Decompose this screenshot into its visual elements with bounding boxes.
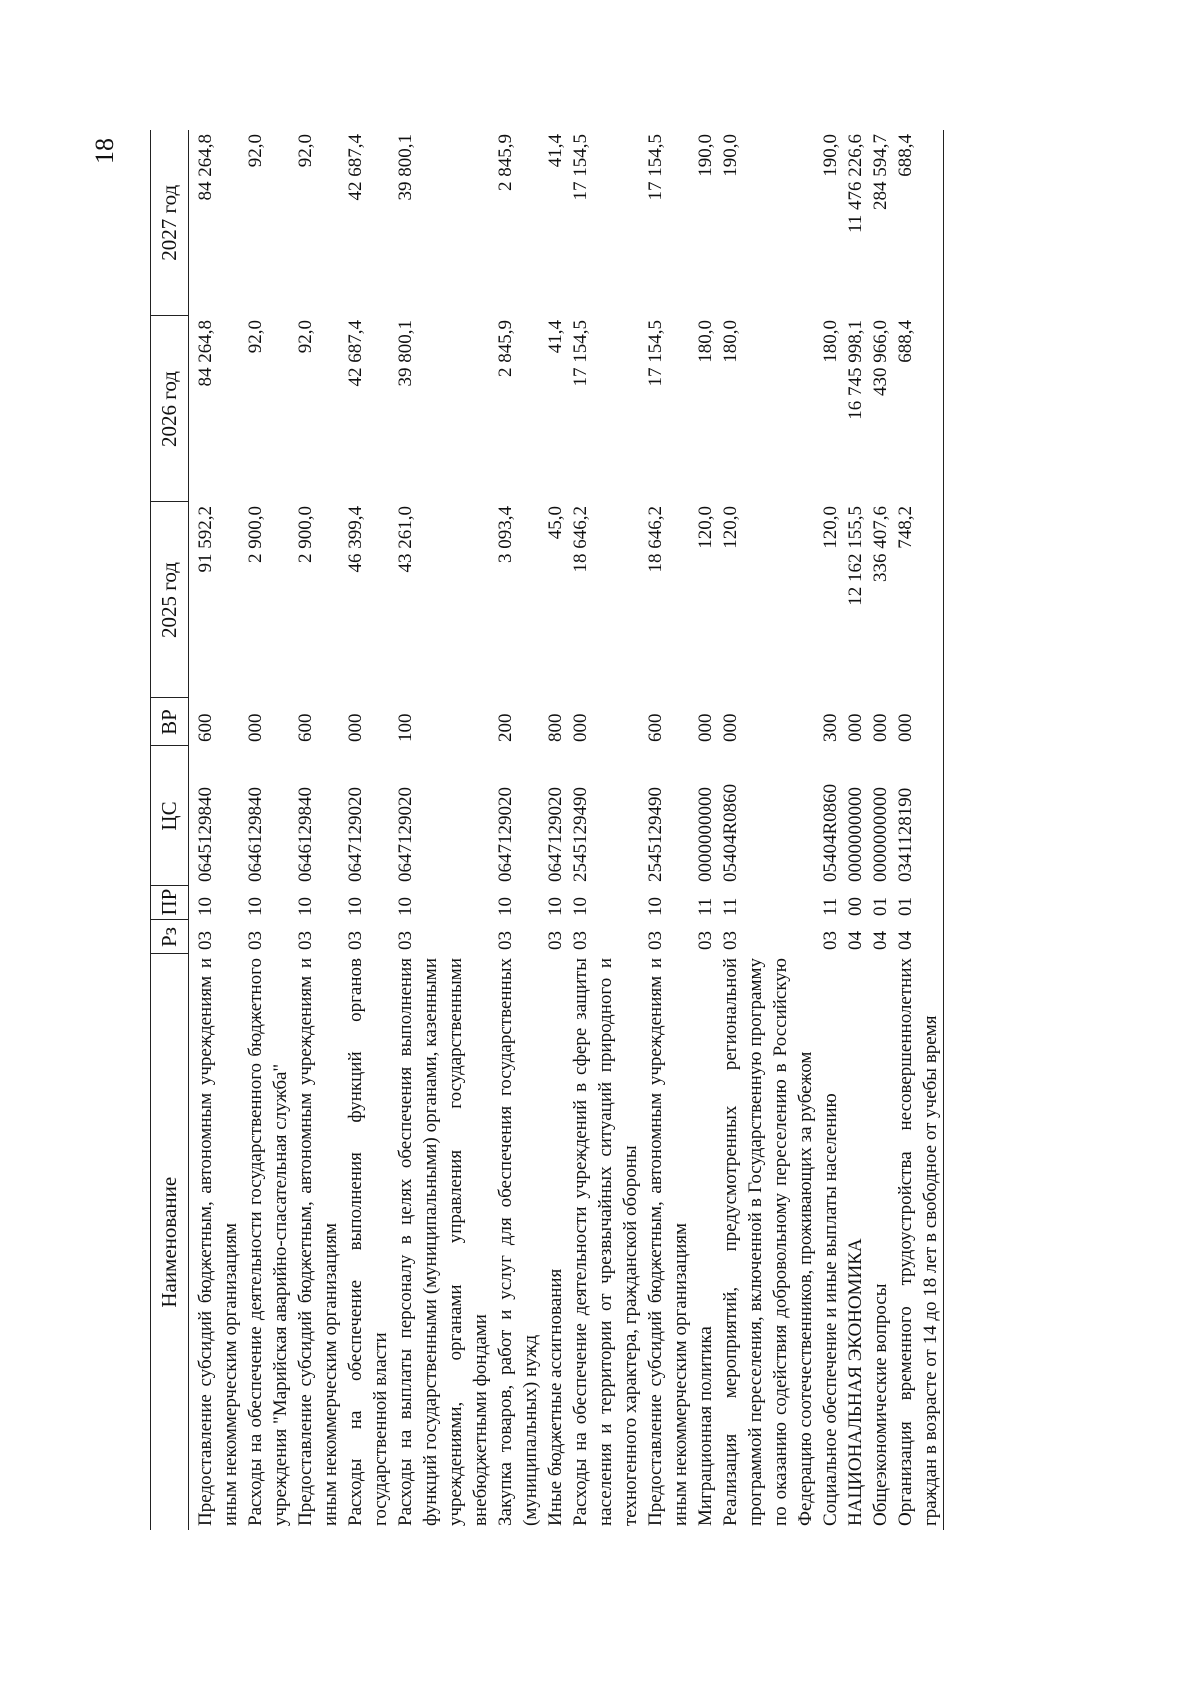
- row-cs: 0341128190: [893, 746, 944, 886]
- row-pr: 10: [395, 897, 416, 916]
- row-cs: 0645129840: [195, 787, 216, 882]
- row-2027: 688,4: [893, 130, 944, 316]
- row-2025: 2 900,0: [295, 506, 316, 563]
- page-number: 18: [90, 138, 119, 164]
- row-2026: 84 264,8: [195, 320, 216, 387]
- row-2027: 41,4: [545, 134, 566, 168]
- row-name: Предоставление субсидий бюджетным, автономным учреждениям и иным некоммерческим организациям: [645, 958, 691, 1526]
- row-2027: 11 476 226,6: [845, 134, 866, 234]
- row-pr: 01: [870, 897, 891, 916]
- row-pr: 11: [820, 897, 841, 916]
- row-cs: 0647129020: [545, 787, 566, 882]
- row-name: Общеэкономические вопросы: [870, 1283, 891, 1526]
- row-vr: 200: [495, 713, 516, 742]
- row-rz: 03: [545, 931, 566, 950]
- row-2027: 17 154,5: [570, 134, 591, 201]
- row-name: Иные бюджетные ассигнования: [545, 1268, 566, 1526]
- row-2026: 92,0: [295, 320, 316, 354]
- table-row: [868, 130, 893, 1530]
- row-2027: 17 154,5: [645, 134, 666, 201]
- row-cs: 0000000000: [695, 787, 716, 882]
- row-vr: 600: [645, 713, 666, 742]
- row-cs: 0647129020: [345, 787, 366, 882]
- row-cs: 05404R0860: [720, 783, 741, 882]
- table-row: [843, 130, 868, 1530]
- row-2027: 2 845,9: [495, 134, 516, 191]
- row-2025: 18 646,2: [570, 506, 591, 573]
- row-2026: 180,0: [695, 320, 716, 363]
- row-rz: 03: [495, 931, 516, 950]
- header-rz: Рз: [151, 920, 189, 954]
- row-2025: 46 399,4: [345, 506, 366, 573]
- row-rz: 04: [845, 931, 866, 950]
- table-body: [189, 130, 944, 1530]
- row-cs: 0647129020: [495, 787, 516, 882]
- row-2027: 92,0: [245, 134, 266, 168]
- row-2025: 336 407,6: [870, 506, 891, 582]
- row-2025: 18 646,2: [645, 506, 666, 573]
- row-name: НАЦИОНАЛЬНАЯ ЭКОНОМИКА: [845, 1238, 866, 1526]
- row-rz: 03: [295, 931, 316, 950]
- row-2027: 42 687,4: [345, 134, 366, 201]
- row-name: Закупка товаров, работ и услуг для обеспечения государственных (муниципальных) нужд: [495, 958, 541, 1526]
- row-name: Миграционная политика: [695, 1326, 716, 1526]
- header-2027: 2027 год: [151, 130, 189, 316]
- row-2027: 39 800,1: [395, 134, 416, 201]
- table-row: [393, 130, 493, 1530]
- row-cs: 0000000000: [870, 787, 891, 882]
- row-vr: 000: [345, 713, 366, 742]
- table-row: [543, 130, 568, 1530]
- table-row: [493, 130, 543, 1530]
- document-page: [90, 130, 941, 1530]
- row-name: Расходы на выплаты персоналу в целях обеспечения выполнения функций государственными (муниципальными) органами, казенными учреждениями, органами управления государственными внебюджетными фондами: [395, 958, 491, 1526]
- row-vr: 100: [395, 713, 416, 742]
- row-pr: 10: [245, 897, 266, 916]
- row-2026: 2 845,9: [495, 320, 516, 377]
- row-2027: 92,0: [295, 134, 316, 168]
- row-vr: 000: [570, 713, 591, 742]
- row-cs: 0646129840: [245, 787, 266, 882]
- row-name: Расходы на обеспечение выполнения функций органов государственной власти: [345, 958, 391, 1526]
- table-header: [151, 130, 189, 1530]
- row-cs: 0000000000: [845, 787, 866, 882]
- row-pr: 10: [195, 897, 216, 916]
- row-2025: 748,2: [893, 502, 944, 698]
- row-pr: 10: [645, 897, 666, 916]
- row-2027: 190,0: [720, 134, 741, 177]
- row-2026: 92,0: [245, 320, 266, 354]
- row-2025: 12 162 155,5: [845, 506, 866, 606]
- row-2025: 45,0: [545, 506, 566, 540]
- row-pr: 10: [495, 897, 516, 916]
- table-row: [893, 130, 944, 1530]
- row-vr: 300: [820, 713, 841, 742]
- row-vr: 000: [245, 713, 266, 742]
- row-name: Предоставление субсидий бюджетным, автономным учреждениям и иным некоммерческим организациям: [195, 958, 241, 1526]
- row-rz: 03: [695, 931, 716, 950]
- row-pr: 10: [295, 897, 316, 916]
- row-pr: 01: [893, 886, 944, 920]
- row-2025: 43 261,0: [395, 506, 416, 573]
- row-2026: 688,4: [893, 316, 944, 502]
- row-vr: 600: [295, 713, 316, 742]
- row-2026: 39 800,1: [395, 320, 416, 387]
- row-2027: 190,0: [820, 134, 841, 177]
- row-vr: 000: [695, 713, 716, 742]
- row-rz: 03: [395, 931, 416, 950]
- header-2025: 2025 год: [151, 502, 189, 698]
- row-name: Предоставление субсидий бюджетным, автономным учреждениям и иным некоммерческим организациям: [295, 958, 341, 1526]
- row-2025: 3 093,4: [495, 506, 516, 563]
- row-vr: 600: [195, 713, 216, 742]
- header-vr: ВР: [151, 698, 189, 746]
- row-cs: 2545129490: [645, 787, 666, 882]
- row-cs: 05404R0860: [820, 783, 841, 882]
- header-2026: 2026 год: [151, 316, 189, 502]
- row-2025: 120,0: [695, 506, 716, 549]
- row-pr: 11: [695, 897, 716, 916]
- row-name: Организация временного трудоустройства несовершеннолетних граждан в возрасте от 14 до 18 лет в свободное от учебы время: [893, 954, 944, 1530]
- table-row: [718, 130, 818, 1530]
- row-2025: 120,0: [820, 506, 841, 549]
- row-2027: 284 594,7: [870, 134, 891, 210]
- row-2025: 120,0: [720, 506, 741, 549]
- row-vr: 000: [870, 713, 891, 742]
- table-row: [189, 130, 244, 1530]
- row-rz: 04: [870, 931, 891, 950]
- header-row: [151, 130, 189, 1530]
- row-pr: 11: [720, 897, 741, 916]
- row-cs: 0647129020: [395, 787, 416, 882]
- header-cs: ЦС: [151, 746, 189, 886]
- row-rz: 04: [893, 920, 944, 954]
- row-2027: 190,0: [695, 134, 716, 177]
- row-2025: 91 592,2: [195, 506, 216, 573]
- row-rz: 03: [570, 931, 591, 950]
- row-2026: 180,0: [720, 320, 741, 363]
- row-pr: 10: [345, 897, 366, 916]
- row-pr: 10: [570, 897, 591, 916]
- row-rz: 03: [645, 931, 666, 950]
- row-rz: 03: [720, 931, 741, 950]
- row-2026: 16 745 998,1: [845, 320, 866, 420]
- header-name: Наименование: [151, 954, 189, 1530]
- budget-table: [150, 130, 944, 1530]
- row-2025: 2 900,0: [245, 506, 266, 563]
- row-cs: 2545129490: [570, 787, 591, 882]
- row-vr: 800: [545, 713, 566, 742]
- row-vr: 000: [893, 698, 944, 746]
- table-row: [643, 130, 693, 1530]
- table-row: [568, 130, 643, 1530]
- row-rz: 03: [820, 931, 841, 950]
- row-rz: 03: [345, 931, 366, 950]
- row-rz: 03: [245, 931, 266, 950]
- table-row: [693, 130, 718, 1530]
- row-name: Расходы на обеспечение деятельности учреждений в сфере защиты населения и территории от чрезвычайных ситуаций природного и техногенного характера, гражданской обороны: [570, 958, 641, 1526]
- row-rz: 03: [195, 931, 216, 950]
- row-vr: 000: [845, 713, 866, 742]
- row-cs: 0646129840: [295, 787, 316, 882]
- row-2026: 42 687,4: [345, 320, 366, 387]
- row-name: Реализация мероприятий, предусмотренных региональной программой переселения, включенной в Государственную программу по оказанию содействия добровольному переселению в Российскую Федерацию соотечественников, проживающих за рубежом: [720, 958, 816, 1526]
- row-2026: 180,0: [820, 320, 841, 363]
- table-row: [818, 130, 843, 1530]
- header-pr: ПР: [151, 886, 189, 920]
- row-pr: 00: [845, 897, 866, 916]
- table-row: [343, 130, 393, 1530]
- row-vr: 000: [720, 713, 741, 742]
- table-row: [293, 130, 343, 1530]
- row-name: Социальное обеспечение и иные выплаты населению: [820, 1093, 841, 1526]
- row-2027: 84 264,8: [195, 134, 216, 201]
- row-pr: 10: [545, 897, 566, 916]
- row-2026: 430 966,0: [870, 320, 891, 396]
- row-name: Расходы на обеспечение деятельности государственного бюджетного учреждения "Марийская аварийно-спасательная служба": [245, 958, 291, 1526]
- table-row: [243, 130, 293, 1530]
- row-2026: 17 154,5: [570, 320, 591, 387]
- row-2026: 17 154,5: [645, 320, 666, 387]
- row-2026: 41,4: [545, 320, 566, 354]
